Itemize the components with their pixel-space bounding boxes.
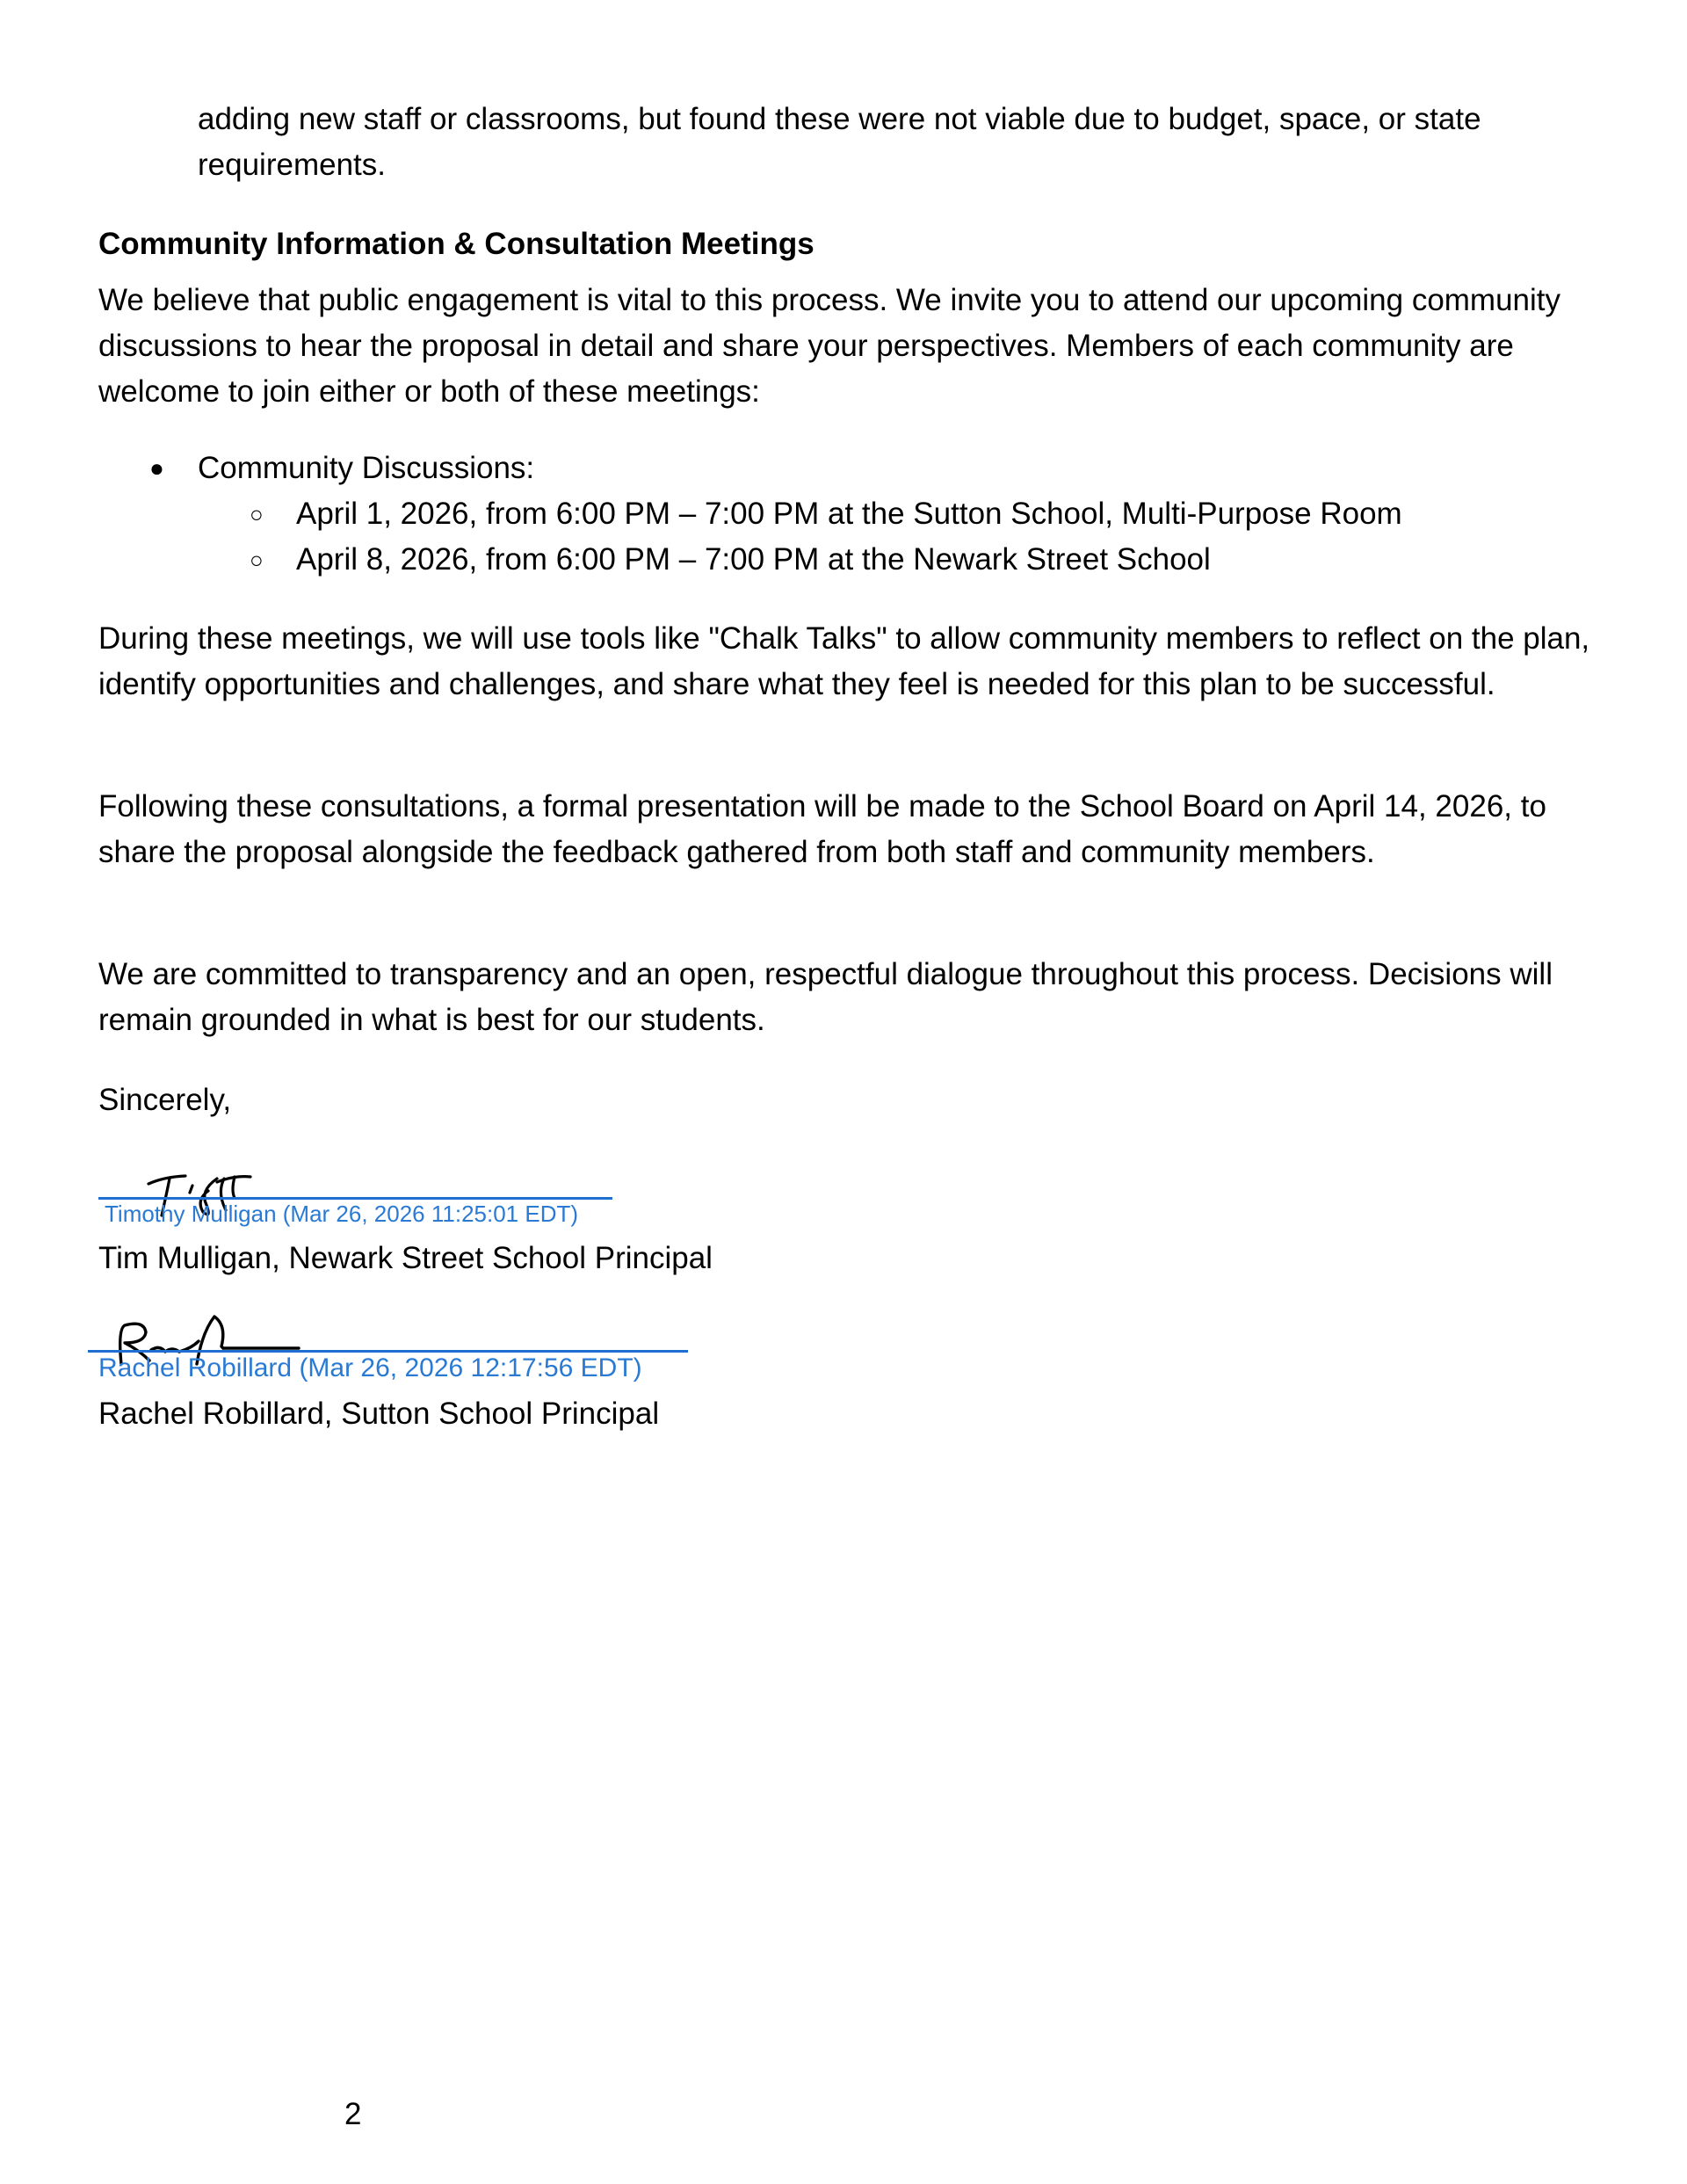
sub-bullet-text: April 1, 2026, from 6:00 PM – 7:00 PM at the Sutton School, Multi-Purpose Room	[296, 497, 1402, 531]
bullet-label: Community Discussions:	[198, 451, 535, 485]
continuation-text: adding new staff or classrooms, but found these were not viable due to budget, space, or state requirements.	[198, 102, 1481, 182]
commitment-paragraph: We are committed to transparency and an open, respectful dialogue throughout this process. Decisions will remain grounded in what is best for our students.	[98, 957, 1553, 1037]
signature-stamp: Rachel Robillard (Mar 26, 2026 12:17:56 EDT)	[98, 1353, 642, 1382]
hollow-circle-icon: ○	[250, 547, 264, 573]
intro-paragraph: We believe that public engagement is vital to this process. We invite you to attend our upcoming community discussions to hear the proposal in detail and share your perspectives. Members of each community are welcome to join either or both of these meetings:	[98, 283, 1561, 409]
closing-salutation: Sincerely,	[98, 1083, 232, 1117]
signature-block-robillard	[88, 1311, 703, 1382]
signature-block-mulligan	[98, 1165, 626, 1235]
during-paragraph: During these meetings, we will use tools like "Chalk Talks" to allow community members to reflect on the plan, identify opportunities and challenges, and share what they feel is needed for this plan to be successful.	[98, 621, 1590, 701]
section-heading: Community Information & Consultation Meetings	[98, 227, 815, 261]
signature-stamp: Timothy Mulligan (Mar 26, 2026 11:25:01 EDT)	[105, 1201, 579, 1227]
hollow-circle-icon: ○	[250, 501, 264, 527]
signer-name-title: Tim Mulligan, Newark Street School Principal	[98, 1241, 713, 1275]
following-paragraph: Following these consultations, a formal presentation will be made to the School Board on April 14, 2026, to share the proposal alongside the feedback gathered from both staff and community members.	[98, 789, 1546, 869]
page-number: 2	[344, 2097, 362, 2131]
sub-bullet-text: April 8, 2026, from 6:00 PM – 7:00 PM at the Newark Street School	[296, 542, 1211, 577]
signer-name-title: Rachel Robillard, Sutton School Principal	[98, 1397, 660, 1431]
bullet-dot-icon: ●	[149, 454, 164, 482]
